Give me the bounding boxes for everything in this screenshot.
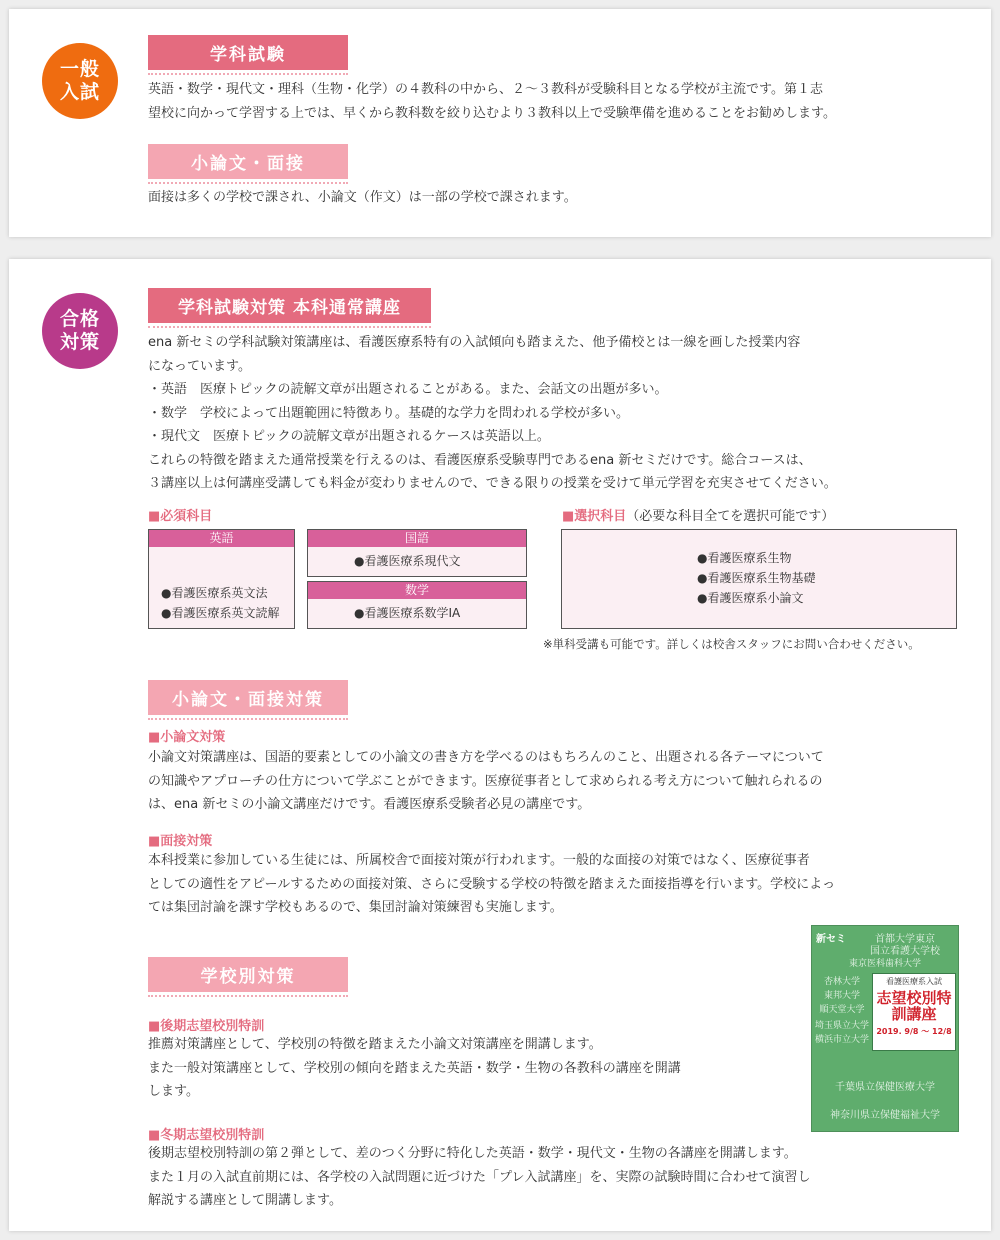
english-box-title: 英語 — [149, 530, 294, 547]
text-line: これらの特徴を踏まえた通常授業を行えるのは、看護医療系受験専門であるena 新セミだけです。総合コースは、 — [148, 452, 812, 468]
course-poster-image — [811, 925, 959, 1132]
list-item: ●看護医療系小論文 — [697, 591, 804, 605]
pass-strategy-badge — [42, 293, 118, 369]
heading-regular-course: 学科試験対策 本科通常講座 — [148, 288, 431, 323]
list-item: ●看護医療系生物基礎 — [697, 571, 816, 585]
text-line: また一般対策講座として、学校別の傾向を踏まえた英語・数学・生物の各教科の講座を開講 — [148, 1060, 681, 1076]
essay-strategy-text — [148, 746, 824, 817]
winter-training-label: ■冬期志望校別特訓 — [148, 1128, 265, 1143]
essay-interview-text: 面接は多くの学校で課され、小論文（作文）は一部の学校で課されます。 — [148, 190, 577, 205]
essay-strategy-label: ■小論文対策 — [148, 730, 226, 745]
poster-school: 東邦大学 — [823, 991, 860, 1001]
text-line: 解説する講座として開講します。 — [148, 1193, 342, 1208]
math-box — [307, 581, 527, 629]
poster-card-title: 志望校別特訓講座 — [876, 989, 952, 1023]
interview-strategy-label: ■面接対策 — [148, 834, 213, 849]
poster-dates: 2019. 9/8 〜 12/8 — [876, 1027, 952, 1036]
list-item: ●看護医療系英文読解 — [161, 606, 280, 620]
elective-list — [562, 530, 956, 608]
poster-school: 東京医科歯科大学 — [848, 959, 921, 969]
text-line: また１月の入試直前期には、各学校の入試問題に近づけた「プレ入試講座」を、実際の試験時間に合わせて演習し — [148, 1169, 811, 1185]
single-course-note: ※単科受講も可能です。詳しくは校舎スタッフにお問い合わせください。 — [543, 637, 920, 651]
text-line: 後期志望校別特訓の第２弾として、差のつく分野に特化した英語・数学・現代文・生物の各講座を開講します。 — [148, 1146, 797, 1161]
math-box-title: 数学 — [308, 582, 526, 599]
text-line: ・英語 医療トピックの読解文章が出題されることがある。また、会話文の出題が多い。 — [148, 382, 668, 397]
winter-training-text — [148, 1142, 810, 1213]
text-line: ３講座以上は何講座受講しても料金が変わりませんので、できる限りの授業を受けて単元学習を充実させてください。 — [148, 476, 837, 491]
list-item: ●看護医療系現代文 — [354, 554, 461, 568]
regular-course-text — [148, 331, 837, 496]
heading-academic-exam: 学科試験 — [148, 35, 348, 70]
text-line: ・現代文 医療トピックの読解文章が出題されるケースは英語以上。 — [148, 429, 550, 444]
list-item: ●看護医療系生物 — [697, 551, 792, 565]
heading-essay-interview-strategy: 小論文・面接対策 — [148, 680, 348, 715]
elective-subjects-note: （必要な科目全てを選択可能です） — [626, 509, 835, 524]
text-line: 小論文対策講座は、国語的要素としての小論文の書き方を学べるのはもちろんのこと、出題される各テーマについて — [148, 750, 824, 765]
list-item: ●看護医療系英文法 — [161, 586, 268, 600]
english-box — [148, 529, 295, 629]
interview-strategy-text — [148, 849, 835, 920]
poster-school: 埼玉県立大学 — [814, 1021, 869, 1031]
poster-logo: 新セミ — [816, 934, 846, 945]
text-line: は、ena 新セミの小論文講座だけです。看護医療系受験者必見の講座です。 — [148, 797, 591, 812]
badge-text: 合格 対策 — [59, 308, 100, 353]
poster-card — [872, 973, 956, 1051]
elective-subjects-label: ■選択科目（必要な科目全てを選択可能です） — [562, 509, 835, 524]
text-line: ・数学 学校によって出題範囲に特徴あり。基礎的な学力を問われる学校が多い。 — [148, 405, 630, 421]
english-list — [149, 547, 294, 623]
poster-school: 順天堂大学 — [819, 1005, 865, 1015]
japanese-box-title: 国語 — [308, 530, 526, 547]
required-subjects-label: ■必須科目 — [148, 509, 213, 524]
poster-card-subtitle: 看護医療系入試 — [886, 977, 942, 986]
text-line: 推薦対策講座として、学校別の特徴を踏まえた小論文対策講座を開講します。 — [148, 1037, 602, 1052]
heading-essay-interview: 小論文・面接 — [148, 144, 348, 179]
late-training-text — [148, 1033, 681, 1104]
text-line: 望校に向かって学習する上では、早くから教科数を絞り込むより３教科以上で受験準備を進めることをお勧めします。 — [148, 105, 836, 121]
poster-school: 横浜市立大学 — [814, 1035, 869, 1045]
math-list — [308, 599, 526, 623]
elective-box — [561, 529, 957, 629]
badge-text: 一般 入試 — [59, 58, 100, 103]
list-item: ●看護医療系数学ⅠA — [354, 606, 461, 620]
text-line: ては集団討論を課す学校もあるので、集団討論対策練習も実施します。 — [148, 900, 563, 915]
poster-school: 神奈川県立保健福祉大学 — [830, 1110, 940, 1121]
text-line: としての適性をアピールするための面接対策、さらに受験する学校の特徴を踏まえた面接指導を行います。学校によっ — [148, 876, 836, 892]
poster-school: 国立看護大学校 — [870, 946, 940, 957]
text-line: 本科授業に参加している生徒には、所属校舎で面接対策が行われます。一般的な面接の対策ではなく、医療従事者 — [148, 853, 810, 868]
text-line: ena 新セミの学科試験対策講座は、看護医療系特有の入試傾向も踏まえた、他予備校とは一線を画した授業内容 — [148, 335, 801, 350]
text-line: します。 — [148, 1084, 199, 1099]
poster-school: 首都大学東京 — [875, 934, 935, 945]
japanese-box — [307, 529, 527, 577]
general-exam-badge — [42, 43, 118, 119]
poster-school: 千葉県立保健医療大学 — [835, 1082, 935, 1093]
text-line: 英語・数学・現代文・理科（生物・化学）の４教科の中から、２〜３教科が受験科目となる学校が主流です。第１志 — [148, 82, 823, 97]
late-training-label: ■後期志望校別特訓 — [148, 1019, 265, 1034]
heading-school-specific: 学校別対策 — [148, 957, 348, 992]
text-line: になっています。 — [148, 358, 251, 374]
poster-school: 杏林大学 — [823, 977, 860, 987]
text-line: の知識やアプローチの仕方について学ぶことができます。医療従事者として求められる考え方について触れられるの — [148, 773, 823, 789]
academic-exam-text — [148, 78, 836, 125]
japanese-list — [308, 547, 526, 571]
